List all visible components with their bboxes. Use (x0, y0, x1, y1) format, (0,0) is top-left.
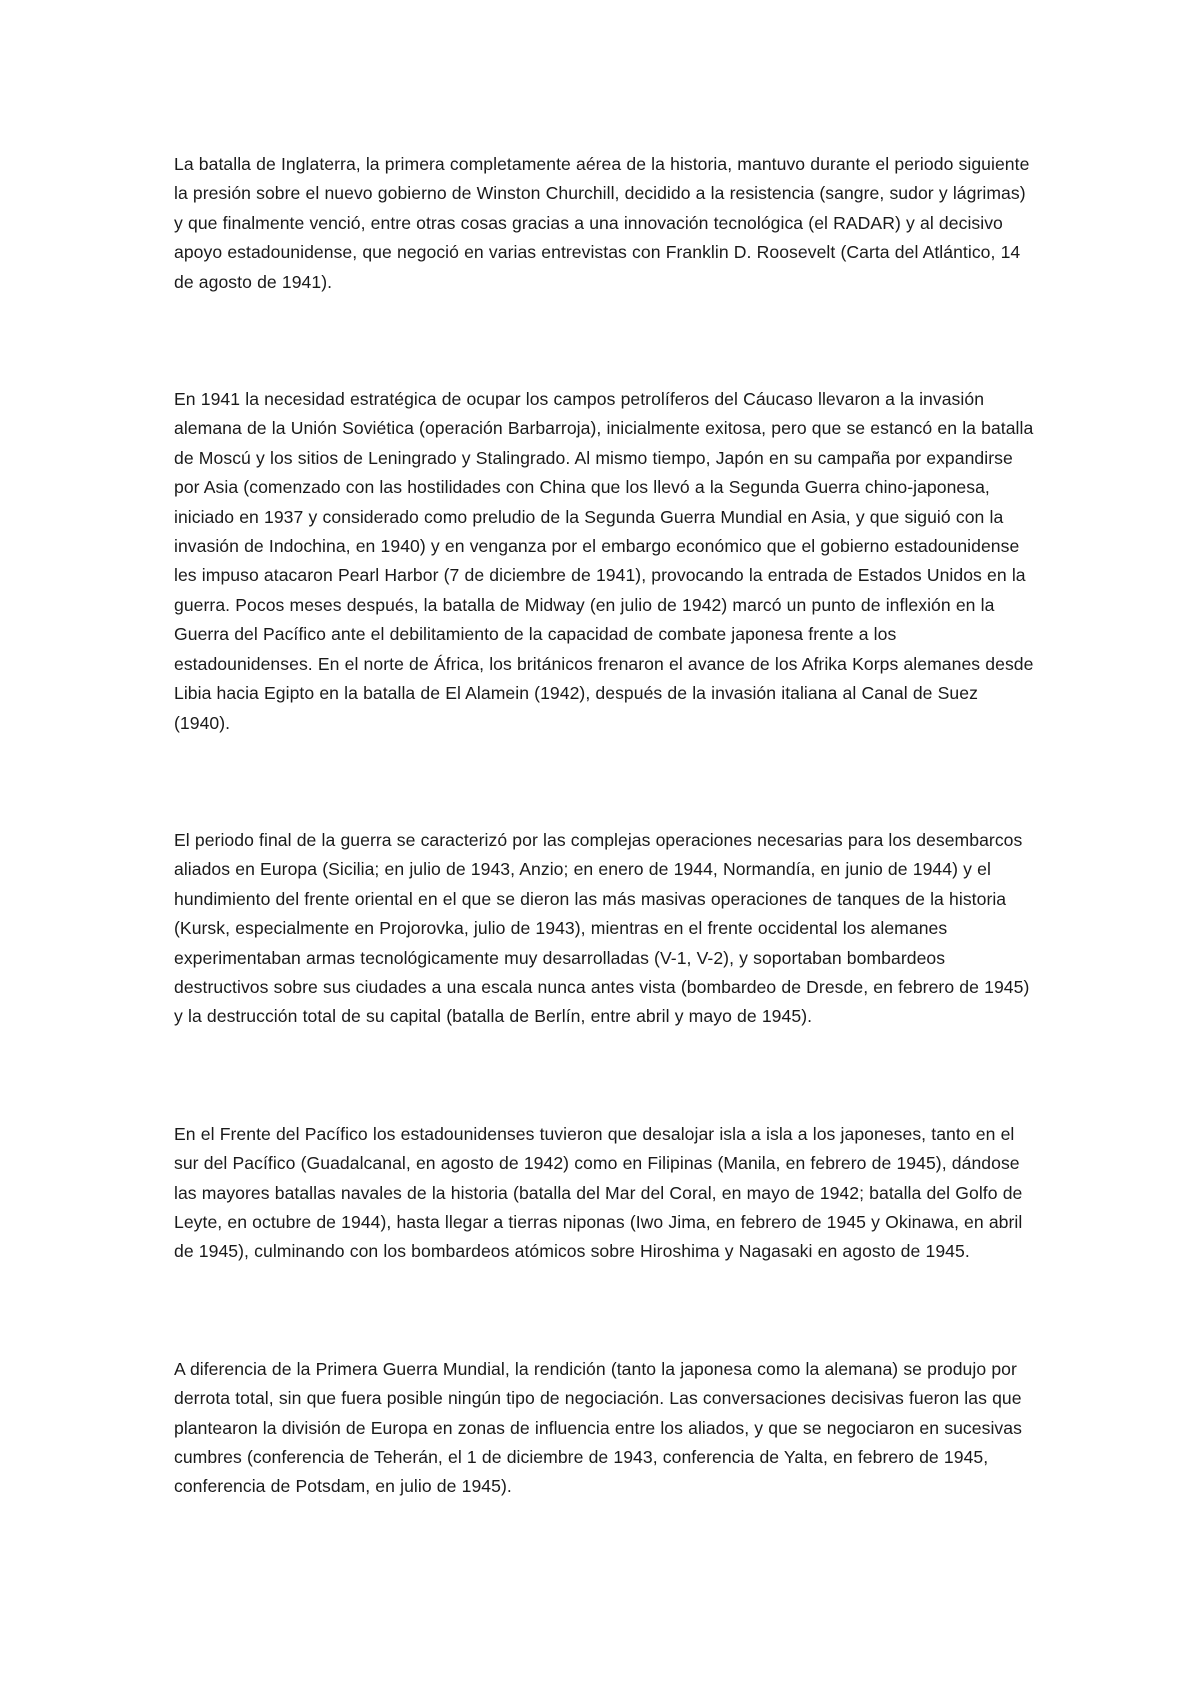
paragraph-final-period: El periodo final de la guerra se caracterizó por las complejas operaciones necesarias para los desembarcos aliados en Europa (Sicilia; en julio de 1943, Anzio; en enero de 1944, Normandía, en junio de 1944) y el hundimiento del frente oriental en el que se dieron las más masivas operaciones de tanques de la historia (Kursk, especialmente en Projorovka, julio de 1943), mientras en el frente occidental los alemanes experimentaban armas tecnológicamente muy desarrolladas (V-1, V-2), y soportaban bombardeos destructivos sobre sus ciudades a una escala nunca antes vista (bombardeo de Dresde, en febrero de 1945) y la destrucción total de su capital (batalla de Berlín, entre abril y mayo de 1945). (174, 829, 1030, 1027)
paragraph-1941-operations: En 1941 la necesidad estratégica de ocupar los campos petrolíferos del Cáucaso llevaron a la invasión alemana de la Unión Soviética (operación Barbarroja), inicialmente exitosa, pero que se estancó en la batalla de Moscú y los sitios de Leningrado y Stalingrado. Al mismo tiempo, Japón en su campaña por expandirse por Asia (comenzado con las hostilidades con China que los llevó a la Segunda Guerra chino-japonesa, iniciado en 1937 y considerado como preludio de la Segunda Guerra Mundial en Asia, y que siguió con la invasión de Indochina, en 1940) y en venganza por el embargo económico que el gobierno estadounidense les impuso atacaron Pearl Harbor (7 de diciembre de 1941), provocando la entrada de Estados Unidos en la guerra. Pocos meses después, la batalla de Midway (en julio de 1942) marcó un punto de inflexión en la Guerra del Pacífico ante el debilitamiento de la capacidad de combate japonesa frente a los estadounidenses. En el norte de África, los británicos frenaron el avance de los Afrika Korps alemanes desde Libia hacia Egipto en la batalla de El Alamein (1942), después de la invasión italiana al Canal de Suez (1940). (174, 389, 1034, 733)
paragraph-pacific-front: En el Frente del Pacífico los estadounidenses tuvieron que desalojar isla a isla a los japoneses, tanto en el sur del Pacífico (Guadalcanal, en agosto de 1942) como en Filipinas (Manila, en febrero de 1945), dándose las mayores batallas navales de la historia (batalla del Mar del Coral, en mayo de 1942; batalla del Golfo de Leyte, en octubre de 1944), hasta llegar a tierras niponas (Iwo Jima, en febrero de 1945 y Okinawa, en abril de 1945), culminando con los bombardeos atómicos sobre Hiroshima y Nagasaki en agosto de 1945. (174, 1123, 1023, 1262)
paragraph-surrender: A diferencia de la Primera Guerra Mundial, la rendición (tanto la japonesa como la alemana) se produjo por derrota total, sin que fuera posible ningún tipo de negociación. Las conversaciones decisivas fueron las que plantearon la división de Europa en zonas de influencia entre los aliados, y que se negociaron en sucesivas cumbres (conferencia de Teherán, el 1 de diciembre de 1943, conferencia de Yalta, en febrero de 1945, conferencia de Potsdam, en julio de 1945). (174, 1358, 1022, 1497)
paragraph-battle-of-britain: La batalla de Inglaterra, la primera completamente aérea de la historia, mantuvo durante el periodo siguiente la presión sobre el nuevo gobierno de Winston Churchill, decidido a la resistencia (sangre, sudor y lágrimas) y que finalmente venció, entre otras cosas gracias a una innovación tecnológica (el RADAR) y al decisivo apoyo estadounidense, que negoció en varias entrevistas con Franklin D. Roosevelt (Carta del Atlántico, 14 de agosto de 1941). (174, 154, 1030, 292)
document-page (174, 150, 1034, 1502)
